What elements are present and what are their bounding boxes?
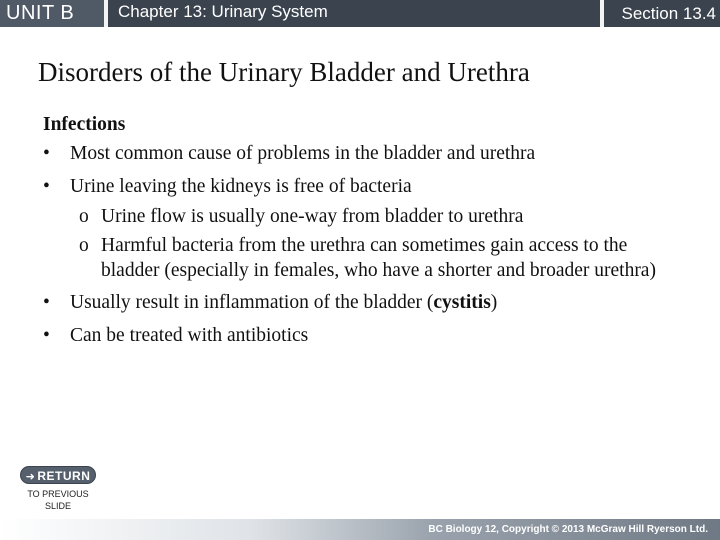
- chapter-label: Chapter 13: Urinary System: [108, 0, 600, 27]
- sub-bullet-item: [43, 204, 683, 229]
- bullet-icon: •: [43, 176, 50, 197]
- return-button-label: RETURN: [37, 469, 91, 483]
- return-caption: [14, 488, 102, 512]
- return-button[interactable]: [20, 466, 96, 484]
- unit-label: UNIT B: [0, 0, 104, 27]
- slide-body: [43, 110, 683, 355]
- sub-bullet-icon: o: [79, 206, 89, 227]
- bullet-item: [43, 289, 683, 322]
- bullet-text: Most common cause of problems in the bladder and urethra: [70, 143, 536, 164]
- bullet-icon: •: [43, 143, 50, 164]
- bullet-icon: •: [43, 292, 50, 313]
- bullet-item: [43, 140, 683, 173]
- sub-bullet-text: Harmful bacteria from the urethra can sometimes gain access to the bladder (especially in females, who have a shorter and broader urethra): [101, 235, 656, 281]
- slide-title: Disorders of the Urinary Bladder and Urethra: [38, 57, 530, 87]
- bullet-text: Usually result in inflammation of the bladder (: [70, 292, 434, 313]
- sub-bullet-icon: o: [79, 235, 89, 256]
- bullet-icon: •: [43, 325, 50, 346]
- subheading: Infections: [43, 114, 126, 135]
- bullet-item: [43, 173, 683, 206]
- sub-bullet-item: [43, 233, 683, 283]
- bullet-item: [43, 322, 683, 355]
- sub-bullet-text: Urine flow is usually one-way from bladder to urethra: [101, 206, 524, 227]
- copyright-text: BC Biology 12, Copyright © 2013 McGraw Hill Ryerson Ltd.: [428, 524, 708, 535]
- footer-bar: [0, 519, 720, 540]
- header-bar: [0, 0, 720, 27]
- return-arrow-icon: ➜: [25, 471, 36, 483]
- return-caption-line: TO PREVIOUS: [27, 489, 89, 499]
- return-caption-line: SLIDE: [44, 501, 71, 511]
- bullet-text: Urine leaving the kidneys is free of bacteria: [70, 176, 412, 197]
- section-label: Section 13.4: [604, 0, 720, 27]
- term-cystitis: cystitis: [433, 292, 491, 313]
- bullet-text: Can be treated with antibiotics: [70, 325, 309, 346]
- bullet-text-end: ): [490, 292, 498, 313]
